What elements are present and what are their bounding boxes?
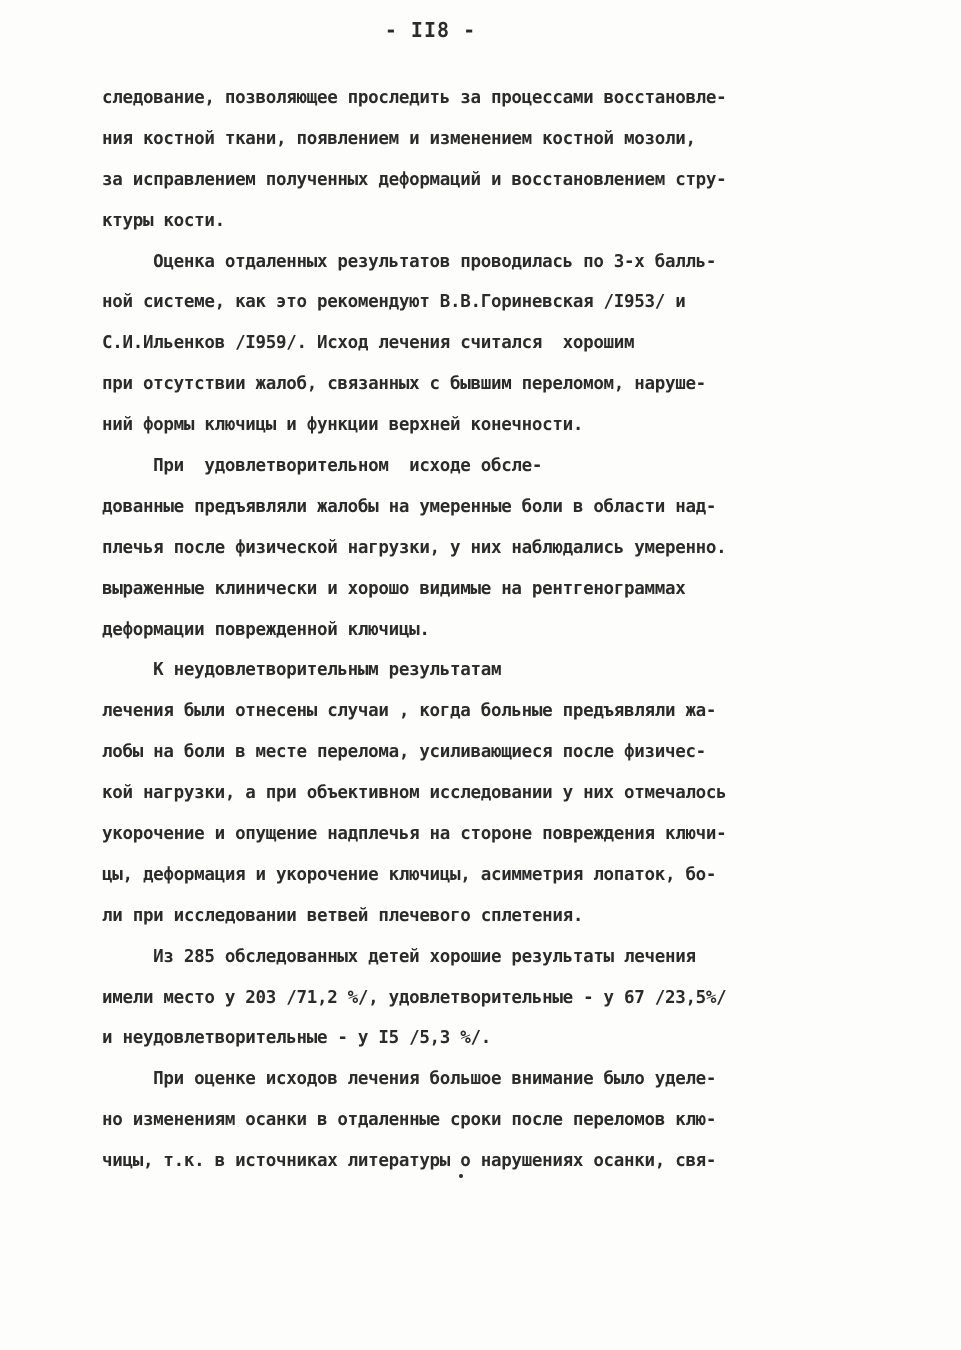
text-line: С.И.Ильенков /I959/. Исход лечения считался хорошим <box>102 333 635 354</box>
text-line: Оценка отдаленных результатов проводилась по 3-х балль- <box>102 251 717 272</box>
text-line: лечения были отнесены случаи , когда больные предъявляли жа- <box>102 701 717 722</box>
text-line: плечья после физической нагрузки, у них наблюдались умеренно. <box>102 537 727 558</box>
ink-dot <box>459 1174 463 1178</box>
paragraph-satisfactory-outcome <box>102 446 862 650</box>
text-line: чицы, т.к. в источниках литературы о нарушениях осанки, свя- <box>102 1151 717 1172</box>
text-line: и неудовлетворительные - у I5 /5,3 %/. <box>102 1028 491 1049</box>
text-line: при отсутствии жалоб, связанных с бывшим переломом, наруше- <box>102 374 706 395</box>
text-line: за исправлением полученных деформаций и восстановлением стру- <box>102 169 727 190</box>
text-line: имели место у 203 /71,2 %/, удовлетворительные - у 67 /23,5%/ <box>102 987 727 1008</box>
text-line: ли при исследовании ветвей плечевого сплетения. <box>102 905 584 926</box>
page-number: - II8 - <box>384 18 477 42</box>
text-line: следование, позволяющее проследить за процессами восстановле- <box>102 88 727 108</box>
text-line: цы, деформация и укорочение ключицы, асимметрия лопаток, бо- <box>102 864 717 885</box>
text-line: дованные предъявляли жалобы на умеренные боли в области над- <box>102 496 717 517</box>
text-line: но изменениям осанки в отдаленные сроки после переломов клю- <box>102 1110 717 1131</box>
paragraph-unsatisfactory-outcome <box>102 650 862 936</box>
text-line: ктуры кости. <box>102 210 225 231</box>
paragraph-results-summary <box>102 937 862 1060</box>
text-line: укорочение и опущение надплечья на стороне повреждения ключи- <box>102 824 727 845</box>
text-line: При оценке исходов лечения большое внимание было уделе- <box>102 1069 717 1090</box>
paragraph-posture <box>102 1059 862 1182</box>
paragraph-bone-healing <box>102 78 862 242</box>
text-line: ной системе, как это рекомендуют В.В.Гориневская /I953/ и <box>102 292 686 313</box>
paragraph-good-outcome <box>102 242 862 446</box>
text-line: кой нагрузки, а при объективном исследовании у них отмечалось <box>102 783 727 804</box>
text-line: деформации поврежденной ключицы. <box>102 619 430 640</box>
text-line: Из 285 обследованных детей хорошие результаты лечения <box>102 946 696 967</box>
text-line: ний формы ключицы и функции верхней конечности. <box>102 415 584 436</box>
body-text <box>102 78 862 1182</box>
text-line: ния костной ткани, появлением и изменением костной мозоли, <box>102 128 696 149</box>
text-line: лобы на боли в месте перелома, усиливающиеся после физичес- <box>102 742 706 763</box>
text-line: выраженные клинически и хорошо видимые на рентгенограммах <box>102 578 686 599</box>
text-line: К неудовлетворительным результатам <box>102 660 502 681</box>
text-line: При удовлетворительном исходе обсле- <box>102 456 543 477</box>
